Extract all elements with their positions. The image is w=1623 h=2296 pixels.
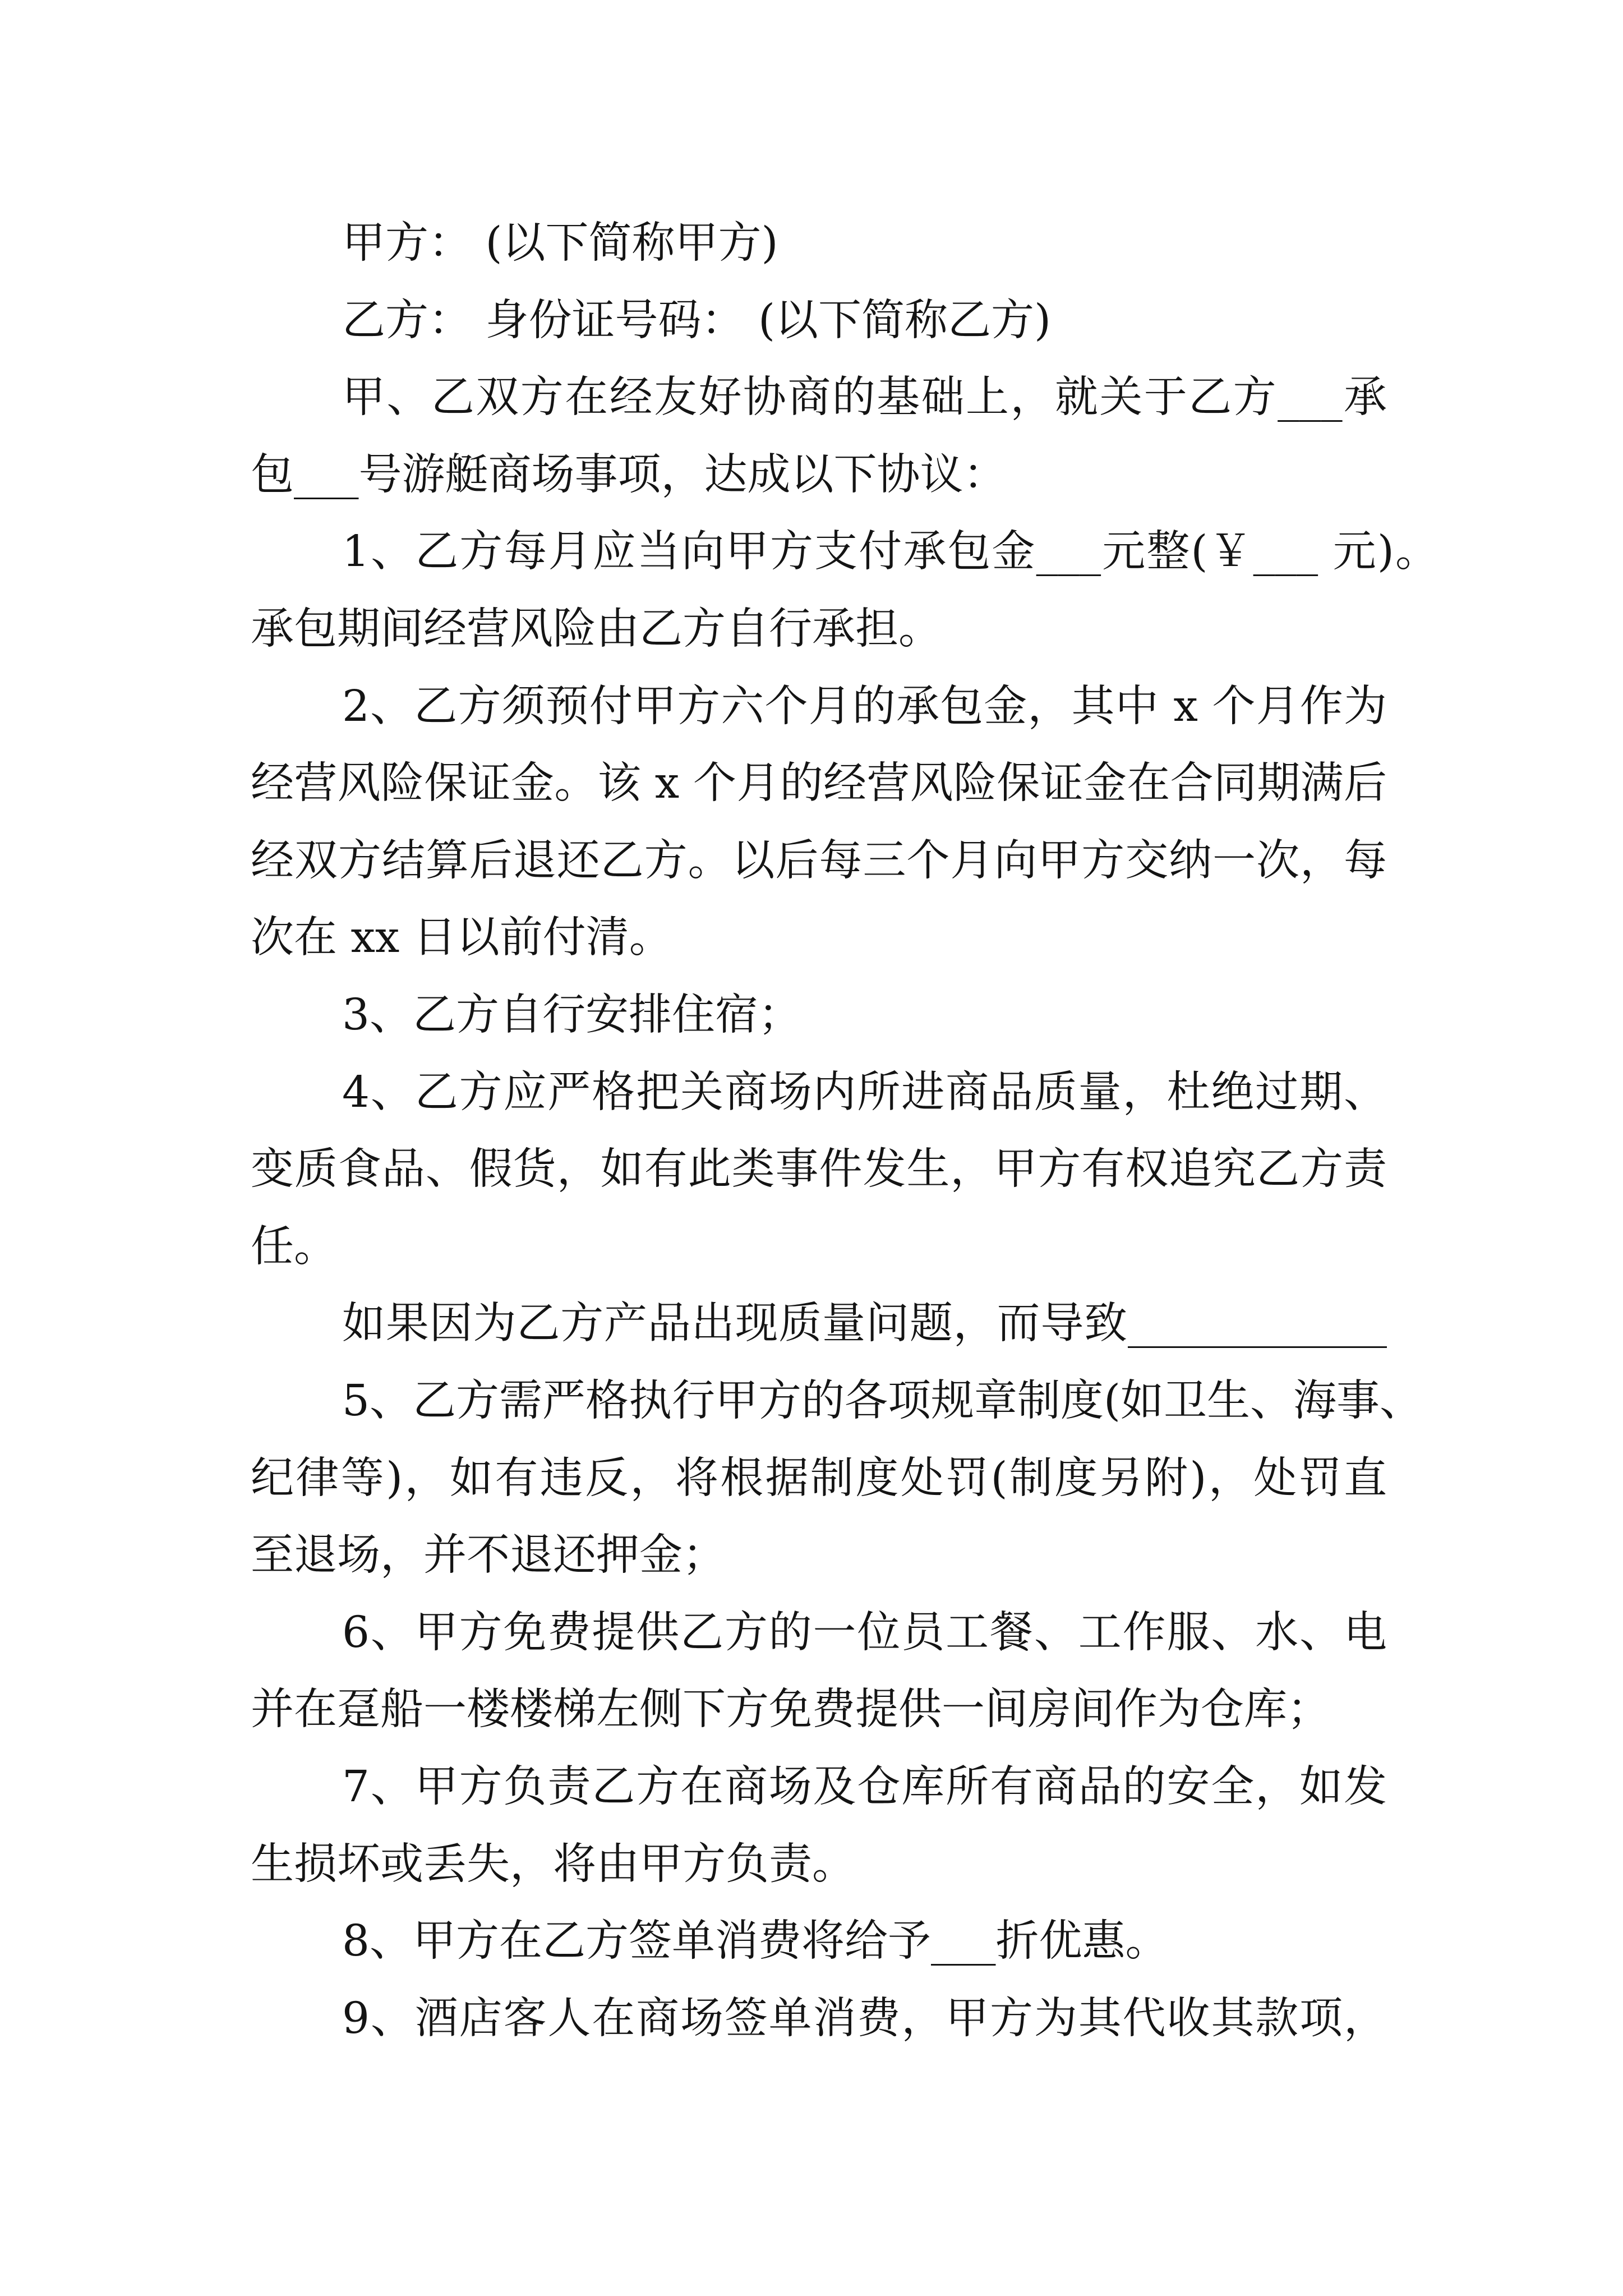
clause-8-line: 8、甲方在乙方签单消费将给予___折优惠。 — [342, 1916, 1169, 1966]
preamble-line: 甲、乙双方在经友好协商的基础上，就关于乙方___承 — [342, 372, 1387, 422]
clause-7-line: 生损坏或丢失，将由甲方负责。 — [251, 1839, 855, 1889]
clause-5-line: 至退场，并不退还押金； — [251, 1530, 726, 1580]
clause-4-line: 变质食品、假货，如有此类事件发生，甲方有权追究乙方责 — [251, 1144, 1387, 1194]
clause-4-note-line: 如果因为乙方产品出现质量问题，而导致____________ — [342, 1299, 1387, 1349]
clause-5-line: 5、乙方需严格执行甲方的各项规章制度(如卫生、海事、 — [342, 1376, 1423, 1426]
clause-3-line: 3、乙方自行安排住宿； — [342, 990, 801, 1040]
clause-2-line: 经双方结算后退还乙方。以后每三个月向甲方交纳一次，每 — [251, 836, 1387, 886]
clause-7-line: 7、甲方负责乙方在商场及仓库所有商品的安全，如发 — [342, 1762, 1387, 1812]
clause-4-line: 4、乙方应严格把关商场内所进商品质量，杜绝过期、 — [342, 1068, 1387, 1117]
clause-9-line: 9、酒店客人在商场签单消费，甲方为其代收其款项， — [342, 1994, 1387, 2044]
party-a-line: 甲方： (以下简称甲方) — [342, 218, 778, 268]
clause-6-line: 并在趸船一楼楼梯左侧下方免费提供一间房间作为仓库； — [251, 1685, 1330, 1734]
clause-4-line: 任。 — [251, 1222, 337, 1272]
clause-5-line: 纪律等)，如有违反，将根据制度处罚(制度另附)，处罚直 — [251, 1453, 1387, 1503]
clause-2-line: 经营风险保证金。该 x 个月的经营风险保证金在合同期满后 — [251, 758, 1387, 808]
party-b-line: 乙方： 身份证号码： (以下简称乙方) — [342, 296, 1052, 346]
clause-6-line: 6、甲方免费提供乙方的一位员工餐、工作服、水、电 — [342, 1608, 1387, 1658]
clause-1-line: 1、乙方每月应当向甲方支付承包金___元整(￥___ 元)。 — [342, 527, 1438, 577]
clause-1-line: 承包期间经营风险由乙方自行承担。 — [251, 604, 942, 654]
clause-2-line: 2、乙方须预付甲方六个月的承包金，其中 x 个月作为 — [342, 682, 1387, 731]
clause-2-line: 次在 xx 日以前付清。 — [251, 913, 672, 963]
preamble-line: 包___号游艇商场事项，达成以下协议： — [251, 450, 1007, 500]
